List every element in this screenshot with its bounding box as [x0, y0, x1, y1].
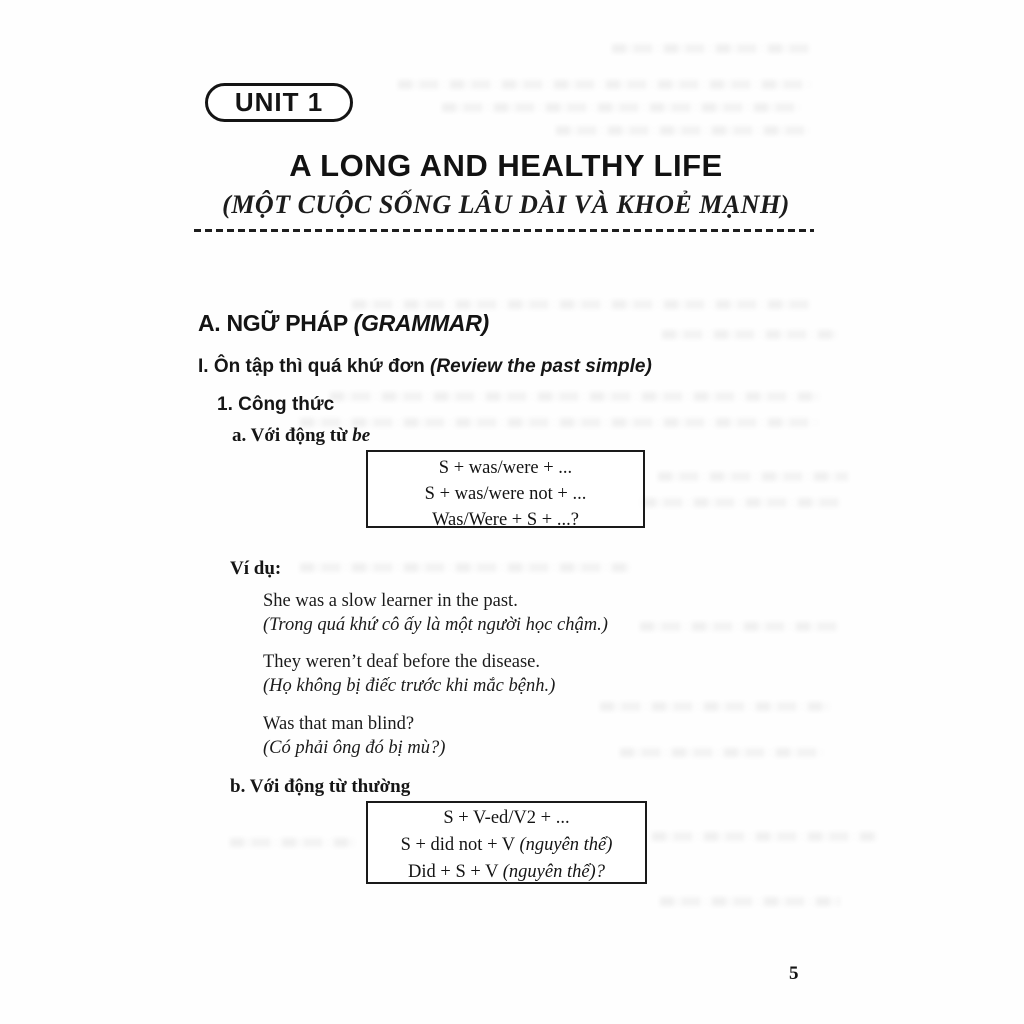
- regular-verb-formula-box: [366, 801, 647, 884]
- example-english: She was a slow learner in the past.: [263, 591, 518, 611]
- bleed-through-artifact: [640, 622, 840, 631]
- example-item: [263, 651, 555, 698]
- bleed-through-artifact: [660, 897, 840, 906]
- unit-badge-label: UNIT 1: [234, 87, 324, 117]
- page-title: A LONG AND HEALTHY LIFE: [289, 148, 723, 183]
- page-subtitle: (MỘT CUỘC SỐNG LÂU DÀI VÀ KHOẺ MẠNH): [222, 190, 790, 219]
- subsection-a-heading: [232, 425, 370, 447]
- formula-heading: 1. Công thức: [217, 394, 335, 415]
- bleed-through-artifact: [658, 472, 848, 481]
- example-item: [263, 590, 608, 637]
- regular-formula-row: S + did not + V (nguyên thể): [400, 835, 613, 855]
- example-label: Ví dụ:: [230, 558, 282, 579]
- be-formula-row: S + was/were + ...: [438, 458, 573, 478]
- bleed-through-artifact: [662, 330, 837, 339]
- bleed-through-artifact: [642, 498, 842, 507]
- example-vietnamese: (Họ không bị điếc trước khi mắc bệnh.): [263, 675, 556, 696]
- bleed-through-artifact: [442, 103, 802, 112]
- be-formula-row: S + was/were not + ...: [424, 484, 587, 504]
- bleed-through-artifact: [620, 748, 825, 757]
- section-grammar-heading: [198, 310, 489, 337]
- section-review-heading: [198, 356, 652, 378]
- subsection-b-heading: b. Với động từ thường: [230, 776, 411, 797]
- title-block: [0, 148, 1012, 220]
- example-english: They weren’t deaf before the disease.: [263, 652, 541, 672]
- bleed-through-artifact: [352, 300, 812, 309]
- review-heading-vi: I. Ôn tập thì quá khứ đơn: [198, 356, 431, 377]
- bleed-through-artifact: [300, 563, 630, 572]
- grammar-heading-vi: A. NGỮ PHÁP: [198, 310, 354, 336]
- bleed-through-artifact: [556, 126, 811, 135]
- subsection-a-verb: be: [352, 425, 371, 446]
- page-number: 5: [789, 963, 799, 984]
- subsection-a-label: a. Với động từ: [232, 425, 353, 446]
- dashed-divider: [194, 229, 814, 232]
- bleed-through-artifact: [300, 418, 820, 427]
- bleed-through-artifact: [230, 838, 355, 847]
- grammar-heading-en: (GRAMMAR): [353, 310, 489, 336]
- unit-badge: [205, 83, 353, 122]
- bleed-through-artifact: [600, 702, 830, 711]
- bleed-through-artifact: [330, 392, 820, 401]
- regular-formula-row: Did + S + V (nguyên thể)?: [408, 862, 605, 882]
- bleed-through-artifact: [612, 44, 812, 53]
- regular-formula-row: S + V-ed/V2 + ...: [443, 808, 570, 828]
- example-vietnamese: (Có phải ông đó bị mù?): [263, 737, 446, 758]
- bleed-through-artifact: [652, 832, 877, 841]
- bleed-through-artifact: [398, 80, 813, 89]
- example-vietnamese: (Trong quá khứ cô ấy là một người học chậm.): [263, 614, 608, 635]
- example-item: [263, 713, 445, 760]
- example-english: Was that man blind?: [263, 714, 415, 734]
- be-formula-box: [366, 450, 645, 528]
- review-heading-en: (Review the past simple): [430, 356, 652, 377]
- be-formula-row: Was/Were + S + ...?: [432, 510, 579, 530]
